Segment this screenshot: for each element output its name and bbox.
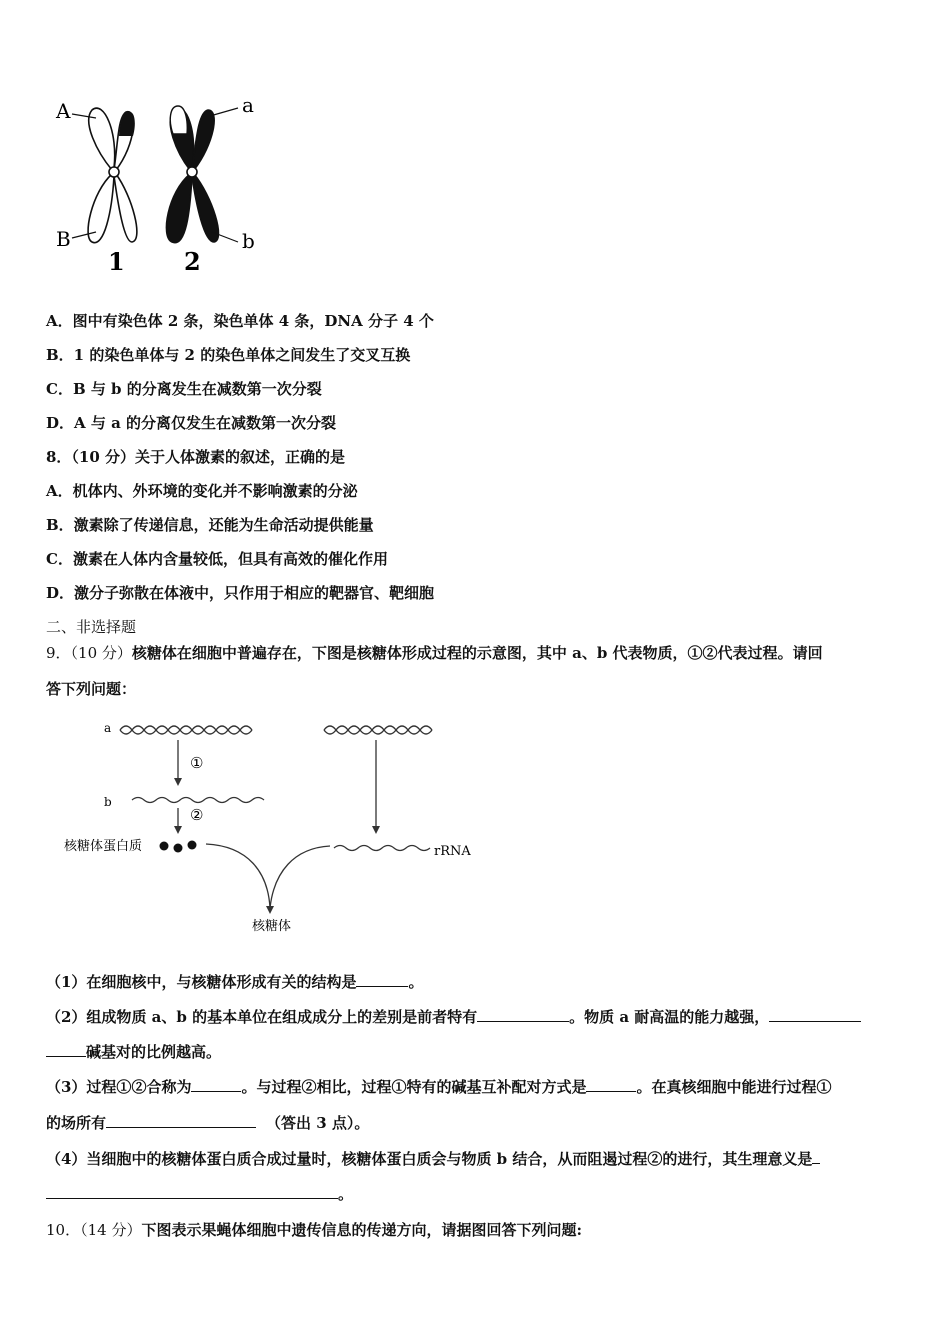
- q8-option-a: A．机体内、外环境的变化并不影响激素的分泌: [46, 482, 358, 500]
- protein-dot: [188, 841, 197, 850]
- q9-sub4-line2: 。: [46, 1184, 353, 1204]
- answer-blank[interactable]: [46, 1042, 86, 1057]
- q9-sub4-line1: （4）当细胞中的核糖体蛋白质合成过量时，核糖体蛋白质会与物质 b 结合，从而阻遏过程②的进行，其生理意义是: [46, 1149, 820, 1169]
- label-b: b: [242, 229, 255, 253]
- q7-option-c: C．B 与 b 的分离发生在减数第一次分裂: [46, 380, 322, 398]
- label-b: b: [104, 795, 112, 809]
- label-2: 2: [184, 247, 201, 276]
- chromatid-black-segment: [119, 112, 135, 136]
- rrna-strand: [334, 846, 430, 851]
- step-1: ①: [190, 754, 204, 772]
- q7-option-a: A．图中有染色体 2 条，染色单体 4 条，DNA 分子 4 个: [46, 312, 434, 330]
- answer-blank[interactable]: [191, 1077, 241, 1092]
- answer-blank[interactable]: [356, 972, 408, 987]
- q9-sub1: （1）在细胞核中，与核糖体形成有关的结构是 。: [46, 973, 424, 991]
- q8-option-d: D．激分子弥散在体液中，只作用于相应的靶器官、靶细胞: [46, 584, 435, 602]
- dna-helix-right: [324, 726, 432, 734]
- answer-blank[interactable]: [477, 1007, 569, 1022]
- q10-stem: 10．（14 分）下图表示果蝇体细胞中遗传信息的传递方向，请据图回答下列问题:: [46, 1221, 582, 1239]
- section-title: 二、非选择题: [46, 618, 137, 636]
- label-B: B: [56, 227, 71, 251]
- chromatid-white-segment: [170, 106, 187, 134]
- answer-blank[interactable]: [586, 1077, 636, 1092]
- rrna-label: rRNA: [434, 844, 471, 859]
- q9-sub3-line1: （3）过程①②合称为 。与过程②相比，过程①特有的碱基互补配对方式是 。在真核细胞中能进行过程①: [46, 1078, 832, 1096]
- q9-stem-line2: 答下列问题：: [46, 680, 137, 698]
- protein-dot: [174, 844, 183, 853]
- chromosome-figure: [52, 92, 262, 282]
- q8-stem: 8．（10 分）关于人体激素的叙述，正确的是: [46, 448, 346, 466]
- q8-option-c: C．激素在人体内含量较低，但具有高效的催化作用: [46, 550, 388, 568]
- q9-sub2-line2: 碱基对的比例越高。: [46, 1042, 221, 1062]
- q9-stem-line1: [46, 643, 823, 663]
- step-2: ②: [190, 806, 204, 824]
- answer-blank[interactable]: [812, 1149, 820, 1164]
- answer-blank[interactable]: [769, 1007, 861, 1022]
- q9-sub2-line1: （2）组成物质 a、b 的基本单位在组成成分上的差别是前者特有 。物质 a 耐高温的能力越强，: [46, 1007, 861, 1027]
- protein-dot: [160, 842, 169, 851]
- mrna-strand: [132, 798, 264, 803]
- centromere-2: [187, 167, 197, 177]
- q8-option-b: B．激素除了传递信息，还能为生命活动提供能量: [46, 516, 374, 534]
- ribosome-formation-figure: [58, 712, 498, 942]
- answer-blank[interactable]: [106, 1113, 256, 1128]
- q9-number: 9．（10 分）: [46, 644, 132, 662]
- label-1: 1: [108, 247, 125, 276]
- q9-stem-a: 核糖体在细胞中普遍存在，下图是核糖体形成过程的示意图，其中 a、b 代表物质，①②代表过程。请回: [131, 644, 823, 662]
- q7-option-b: B．1 的染色单体与 2 的染色单体之间发生了交叉互换: [46, 346, 411, 364]
- q9-sub3-line2: 的场所有 （答出 3 点）。: [46, 1114, 370, 1132]
- label-a: a: [104, 721, 112, 735]
- label-A: A: [56, 99, 71, 123]
- label-a: a: [242, 93, 254, 117]
- q7-option-d: D．A 与 a 的分离仅发生在减数第一次分裂: [46, 414, 337, 432]
- dna-helix-left: [120, 726, 252, 734]
- protein-label: 核糖体蛋白质: [64, 839, 143, 854]
- ribosome-label: 核糖体: [252, 919, 292, 934]
- answer-blank[interactable]: [46, 1184, 338, 1199]
